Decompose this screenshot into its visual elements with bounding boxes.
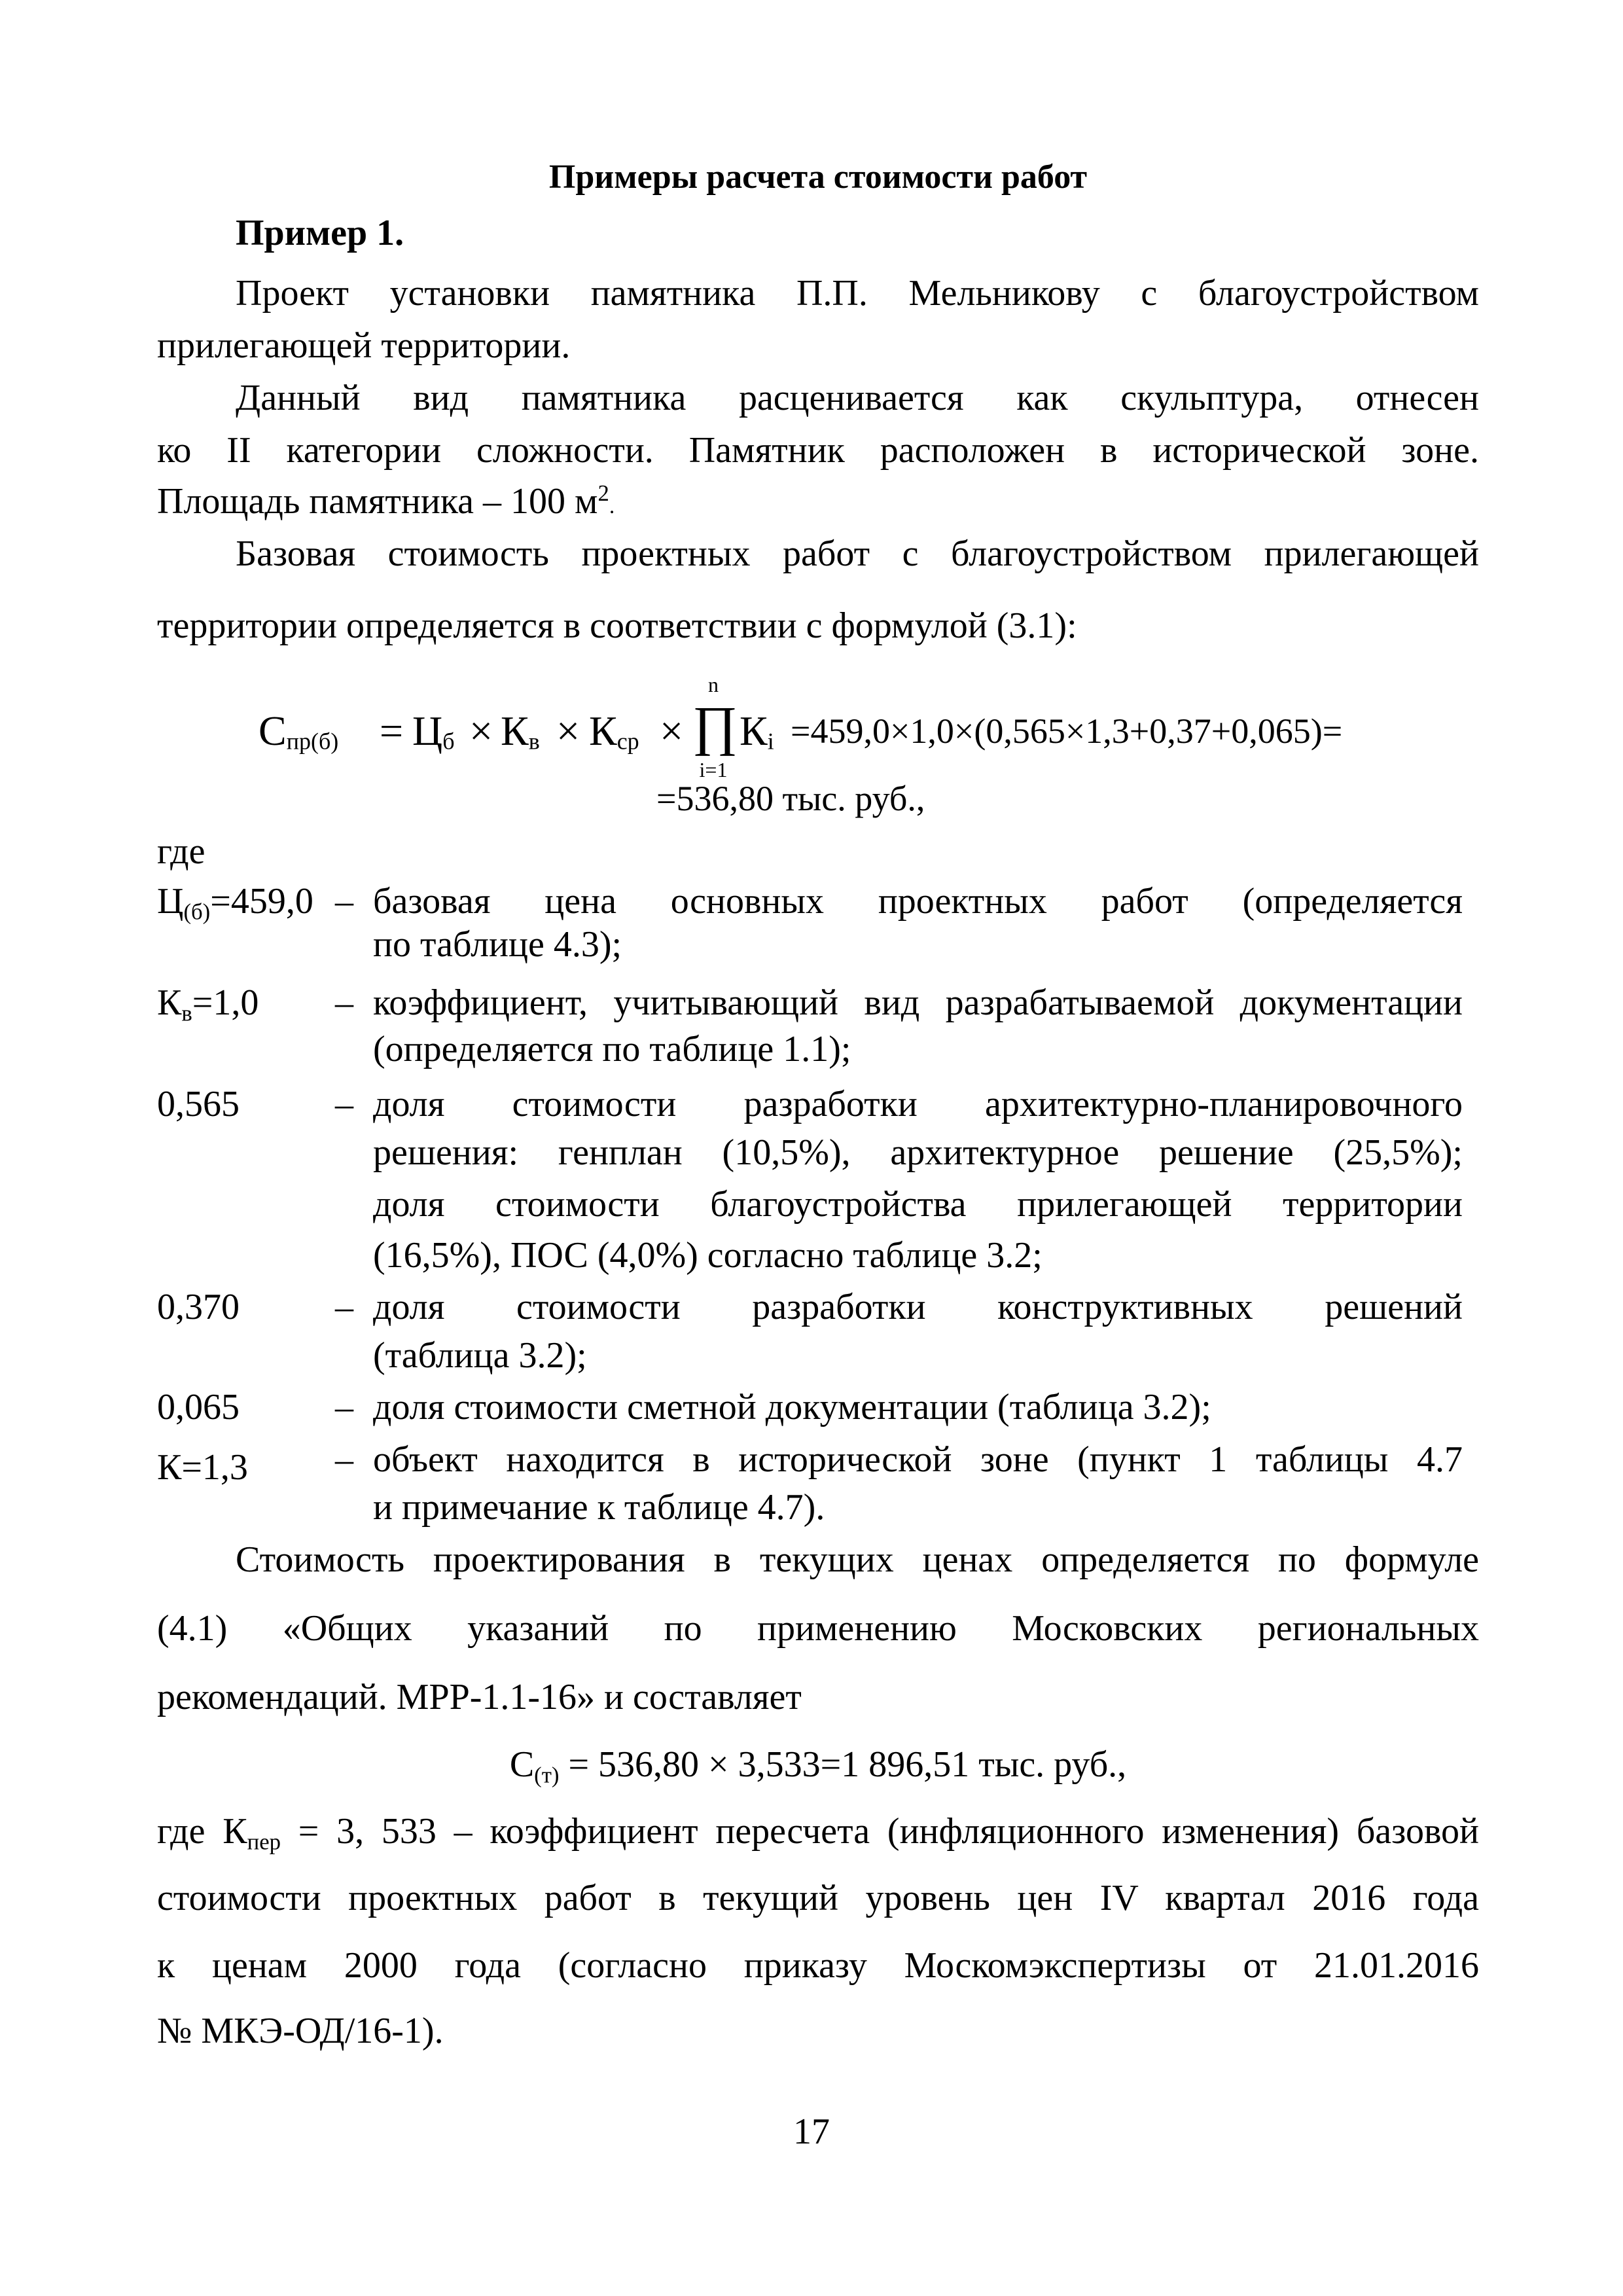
where-label: где	[157, 831, 205, 872]
definition-term: $К_в=1,0$	[157, 982, 259, 1026]
formula-times-2: ×	[556, 708, 580, 754]
definition-item	[157, 1083, 1479, 1122]
formula-product-sign: ∏	[692, 696, 738, 757]
paragraph-4-line-2: (4.1) «Общих указаний по применению Московских региональных	[157, 1608, 1479, 1649]
definition-dash: –	[335, 1287, 353, 1327]
definition-item	[157, 880, 1479, 925]
definition-continuation: доля стоимости благоустройства прилегающей территории	[373, 1184, 1463, 1225]
definition-term: 0,065	[157, 1387, 240, 1427]
definition-dash: –	[335, 1387, 353, 1427]
formula-base-price: $Ц_б$	[412, 708, 455, 755]
paragraph-2-line-3: Площадь памятника – 100 $м^2$.	[157, 480, 615, 522]
formula-times-1: ×	[469, 708, 493, 754]
paragraph-5-line-2: стоимости проектных работ в текущий уровень цен IV квартал 2016 года	[157, 1878, 1479, 1918]
formula-ki: $К_i$	[740, 708, 774, 755]
definition-dash: –	[335, 1439, 353, 1480]
definition-term: К=1,3	[157, 1447, 248, 1488]
definition-continuation: (16,5%), ПОС (4,0%) согласно таблице 3.2;	[373, 1235, 1043, 1276]
definition-item	[157, 1386, 1479, 1426]
formula-product-upper: n	[708, 673, 719, 696]
paragraph-4-line-1: Стоимость проектирования в текущих ценах определяется по формуле	[236, 1539, 1479, 1580]
definition-continuation: по таблице 4.3);	[373, 924, 622, 965]
formula-times-3: ×	[660, 708, 684, 754]
definition-item	[157, 1439, 1479, 1488]
definition-term: 0,565	[157, 1084, 240, 1124]
section-heading: Примеры расчета стоимости работ	[548, 158, 1088, 196]
formula-result: =536,80 тыс. руб.,	[656, 779, 925, 818]
formula-expansion: =459,0×1,0×(0,565×1,3+0,37+0,065)=	[791, 711, 1343, 751]
formula-current-cost: $С_{(т)} = 536,80 \times 3,533=1$ 896,51 тыс. руб.,	[509, 1744, 1127, 1788]
paragraph-4-line-3: рекомендаций. МРР-1.1-16» и составляет	[157, 1677, 802, 1717]
example-label: Пример 1.	[236, 213, 404, 253]
definition-dash: –	[335, 982, 353, 1023]
paragraph-2-line-2: ко II категории сложности. Памятник расположен в исторической зоне.	[157, 430, 1479, 471]
definition-item	[157, 982, 1479, 1026]
definition-continuation: и примечание к таблице 4.7).	[373, 1487, 825, 1528]
formula-equals: =	[380, 708, 404, 754]
paragraph-2-line-1: Данный вид памятника расценивается как скульптура, отнесен	[236, 378, 1479, 418]
definition-item	[157, 1286, 1479, 1325]
formula-kcp: $К_{ср}$	[589, 708, 639, 755]
paragraph-1-line-1: Проект установки памятника П.П. Мельникову с благоустройством	[236, 273, 1479, 314]
definition-dash: –	[335, 1084, 353, 1124]
definition-term: 0,370	[157, 1287, 240, 1327]
definition-text: объект находится в исторической зоне (пункт 1 таблицы 4.7	[373, 1439, 1463, 1480]
formula-cost-symbol: $С_{пр(б)}$	[259, 708, 339, 755]
definition-text: доля стоимости сметной документации (таблица 3.2);	[373, 1387, 1211, 1427]
definition-continuation: (таблица 3.2);	[373, 1335, 587, 1376]
paragraph-5-line-1: где $К_{пер} = 3$, 533 – коэффициент пересчета (инфляционного изменения) базовой	[157, 1811, 1479, 1855]
page-number: 17	[793, 2111, 830, 2152]
formula-product-lower: i=1	[699, 758, 728, 781]
definition-continuation: решения: генплан (10,5%), архитектурное решение (25,5%);	[373, 1132, 1463, 1173]
definition-term: $Ц_{(б)}=459,0$	[157, 881, 313, 925]
paragraph-1-line-2: прилегающей территории.	[157, 325, 571, 366]
paragraph-3-line-2: территории определяется в соответствии с формулой (3.1):	[157, 605, 1077, 646]
definition-text: базовая цена основных проектных работ (определяется	[373, 881, 1463, 922]
definition-dash: –	[335, 881, 353, 922]
paragraph-3-line-1: Базовая стоимость проектных работ с благоустройством прилегающей	[236, 533, 1479, 574]
paragraph-5-line-3: к ценам 2000 года (согласно приказу Москомэкспертизы от 21.01.2016	[157, 1945, 1479, 1986]
definition-text: доля стоимости разработки конструктивных решений	[373, 1287, 1463, 1327]
paragraph-5-line-4: № МКЭ-ОД/16-1).	[157, 2011, 444, 2051]
definition-text: коэффициент, учитывающий вид разрабатываемой документации	[373, 982, 1463, 1023]
definition-text: доля стоимости разработки архитектурно-планировочного	[373, 1084, 1463, 1124]
formula-kv: $К_в$	[501, 708, 540, 755]
definition-continuation: (определяется по таблице 1.1);	[373, 1029, 851, 1069]
